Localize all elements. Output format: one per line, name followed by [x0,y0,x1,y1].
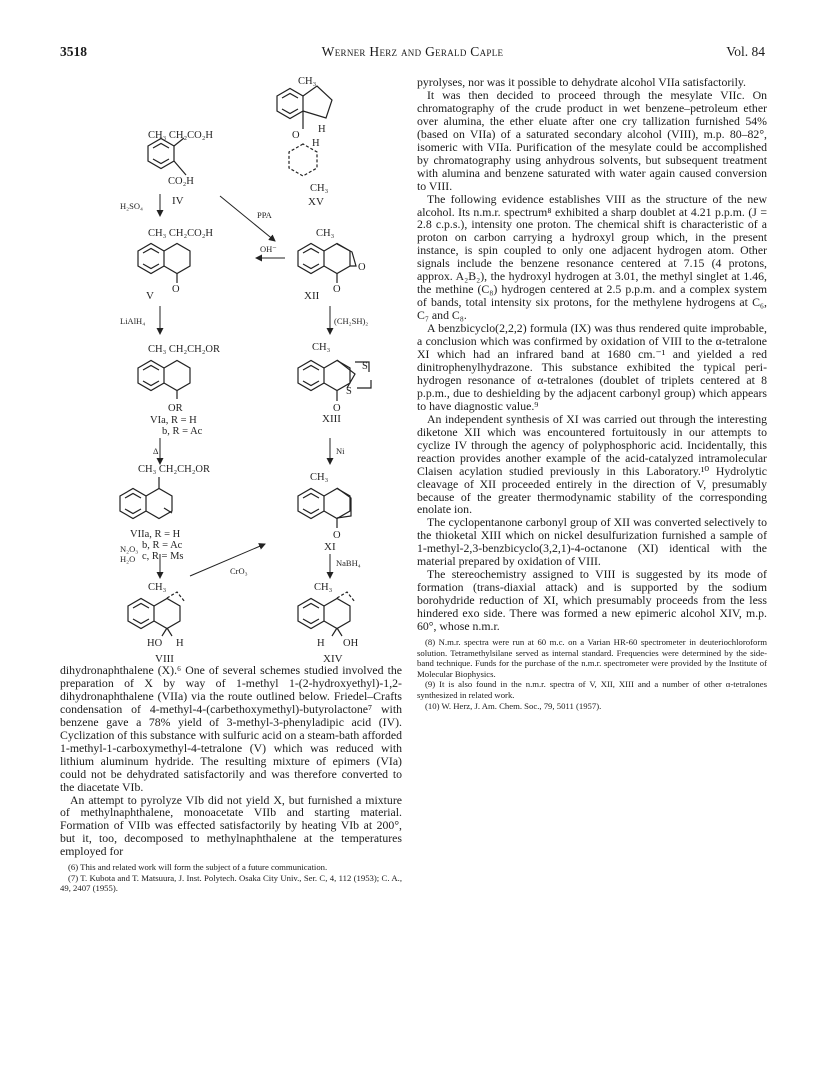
compound-iv-carboxyl: CO₂H [168,176,194,187]
compound-xv-h1: H [318,124,326,135]
compound-xii-oxygen-1: O [358,262,366,273]
reaction-scheme-figure [60,66,408,664]
compound-iv-label: IV [172,195,184,207]
compound-vi-or: OR [168,403,183,414]
compound-xi-oxygen: O [333,530,341,541]
paragraph: An attempt to pyrolyze VIb did not yield X, but furnished a mixture of methylnaphthalene, monoacetate VIIb and starting material. Formation of VIIb was effected satisfactorily by heating VIb at 200°, but it, too, decomposed to methylnaphthalene at the temperatures employed for [60,792,402,859]
reagent-nickel: Ni [336,446,345,456]
reagent-ppa: PPA [257,210,272,220]
footnote: (6) This and related work will form the subject of a future communication. [68,862,328,873]
compound-viii-label: VIII [155,653,174,664]
paragraph: dihydronaphthalene (X).⁶ One of several schemes studied involved the preparation of X by way of 1-methyl 1-(2-hydroxyethyl)-1,2-dihydronaphthalene (VIIa) via the route outlined below. Friedel–Crafts condensation of 4-methyl-4-(carbethoxymethyl)-butyrolactone⁷ with benzene gave a 78% yield of 3-methyl-3-phenyladipic acid (IV). Cyclization of this substance with sulfuric acid on a steam-bath afforded 1-methyl-1-carboxymethyl-4-tetralone (V) which was reduced with lithium aluminum hydride. The resulting mixture of epimers (VIa) could not be dehydrated satisfactorily and was therefore converted to the diacetate VIb. [60,663,402,794]
left-column [60,664,402,894]
compound-xv-methyl: CH₃ [298,76,317,87]
compound-xiii-label: XIII [322,413,341,425]
footnote: (8) N.m.r. spectra were run at 60 m.c. on a Varian HR-60 spectrometer in deuteriochloroform solution. Tetramethylsilane served as internal standard. Frequencies were determined by the side-band technique. Funds for the purchase of the n.m.r. spectrometer were provided by the Institute of Molecular Biophysics. [417,636,767,679]
compound-xiv-methyl: CH₃ [314,582,333,593]
compound-v-oxygen: O [172,284,180,295]
compound-xii-label: XII [304,290,320,302]
compound-xi-methyl: CH₃ [310,472,329,483]
compound-xii-oxygen-2: O [333,284,341,295]
paragraph: An independent synthesis of XI was carried out through the interesting diketone XII which was encountered fortuitously in our attempts to cyclize IV through the agency of polyphosphoric acid. Incidentally, this reaction provides another example of the acid-catalyzed intramolecular Claisen acylation studied previously in this Laboratory.¹⁰ Hydrolytic cleavage of XII proceeded entirely in the direction of V, presumably because of the greater thermodynamic stability of the corresponding enolate ion. [417,411,767,517]
compound-viii-hydroxyl: HO [147,638,163,649]
page-number: 3518 [60,44,87,59]
paragraph: A benzbicyclo(2,2,2) formula (IX) was thus rendered quite improbable, a conclusion which was confirmed by oxidation of VIII to the α-tetralone XI which had an infrared band at 1680 cm.⁻¹ and yielded a red dinitrophenylhydrazone. This substance exhibited the typical peri-hydrogen resonance of α-tetralones (doublet of triplets centered at 8 p.p.m., due to deshielding by the adjacent carbonyl group) which appears to have diagnostic value.⁹ [417,321,767,413]
compound-vib-label: b, R = Ac [162,426,203,437]
compound-vi-substituents: CH₃ CH₂CH₂OR [148,344,220,355]
compound-xiii-sulfur-1: S [362,361,368,372]
compound-xiii-sulfur-2: S [346,386,352,397]
compound-viii-methyl: CH₃ [148,582,167,593]
paragraph: The stereochemistry assigned to VIII is suggested by its mode of formation (trans-diaxial attack) and is supported by the sodium borohydride reduction of XI, which presumably proceeds from the less hindered exo side. There was formed a new epimeric alcohol XIV, m.p. 60°, whose n.m.r. [417,567,767,634]
paragraph: pyrolyses, nor was it possible to dehydrate alcohol VIIa satisfactorily. [417,75,746,89]
paragraph: The following evidence establishes VIII as the structure of the new alcohol. Its n.m.r. spectrum⁸ exhibited a sharp doublet at 4.21 p.p.m. (J = 2.8 c.p.s.), intensity one proton. The chemical shift is characteristic of a proton on carbon carrying a hydroxyl group which, in the present instance, is spin coupled to only one adjacent hydrogen atom. Other signals include the benzene resonance centered at 7.15 (4 protons, approx. A₂B₂), the hydroxyl hydrogen at 3.01, the methyl singlet at 1.46, the methine (C₈) hydrogen centered at 2.5 p.p.m. and a complex system of bands, total intensity six protons, for the methylene hydrogens at C₆, C₇ and C₈. [417,191,767,323]
page-header [60,44,765,62]
compound-xv-label: XV [308,196,324,208]
compound-xv-h2: H [312,138,320,149]
compound-via-label: VIa, R = H [150,415,197,426]
reagent-water: H₂O [120,554,136,564]
reagent-cro3: CrO₃ [230,566,248,576]
compound-xv-oxygen: O [292,130,300,141]
footnotes [60,862,402,894]
footnote: (9) It is also found in the n.m.r. spectra of V, XII, XIII and a number of other α-tetralones synthesized in related work. [417,679,767,700]
reagent-lialh4: LiAlH₄ [120,316,146,326]
reagent-nabh4: NaBH₄ [336,558,361,568]
compound-viic-label: c, R = Ms [142,551,184,562]
compound-vii-substituents: CH₃ CH₂CH₂OR [138,464,210,475]
footnotes [417,637,767,711]
compound-xi-label: XI [324,541,336,553]
reagent-h2so4: H₂SO₄ [120,201,143,211]
reaction-scheme [60,66,408,664]
reagent-n2o3: N₂O₃ [120,544,139,554]
footnote: (10) W. Herz, J. Am. Chem. Soc., 79, 5011 (1957). [425,700,602,711]
compound-viia-label: VIIa, R = H [130,529,181,540]
paragraph: The cyclopentanone carbonyl group of XII was converted selectively to the thioketal XIII which on nickel desulfurization furnished a sample of 1-methyl-2,3-benzbicyclo(3,2,1)-4-octanone (XI) identical with the material prepared by oxidation of VIII. [417,515,767,569]
reagent-hydroxide: OH⁻ [260,244,277,254]
footnote: (7) T. Kubota and T. Matsuura, J. Inst. Polytech. Osaka City Univ., Ser. C, 4, 112 (1953); C. A., 49, 2407 (1955). [60,872,402,894]
reagent-heat: Δ [153,446,159,456]
compound-xiv-hydrogen: H [317,638,325,649]
compound-viii-hydrogen: H [176,638,184,649]
paragraph: It was then decided to proceed through the mesylate VIIc. On chromatography of the crude product in wet benzene–petroleum ether over alumina, the ether eluate after one cry tallization furnished 54% (based on VIIa) of a saturated secondary alcohol (VIII), m.p. 80–82°, isomeric with VIIa. Purification of the mesylate could be accomplished by chromatography using anhydrous solvents, but subsequent treatment with alumina and benzene saturated with water again caused conversion to VIII. [417,87,767,193]
compound-xii-methyl: CH₃ [316,228,335,239]
compound-xiv-hydroxyl: OH [343,638,359,649]
compound-iv-substituents: CH₃ CH₂CO₂H [148,130,213,141]
compound-viib-label: b, R = Ac [142,540,183,551]
reagent-ethanedithiol: (CH₂SH)₂ [334,316,369,326]
right-column [417,76,767,711]
compound-xv-methyl-b: CH₃ [310,183,329,194]
compound-xiv-label: XIV [323,653,343,664]
volume-label: Vol. 84 [726,44,765,59]
compound-v-substituents: CH₃ CH₂CO₂H [148,228,213,239]
compound-xiii-methyl: CH₃ [312,342,331,353]
compound-xiii-oxygen: O [333,403,341,414]
compound-v-label: V [146,290,154,302]
running-authors: Werner Herz and Gerald Caple [321,44,504,59]
